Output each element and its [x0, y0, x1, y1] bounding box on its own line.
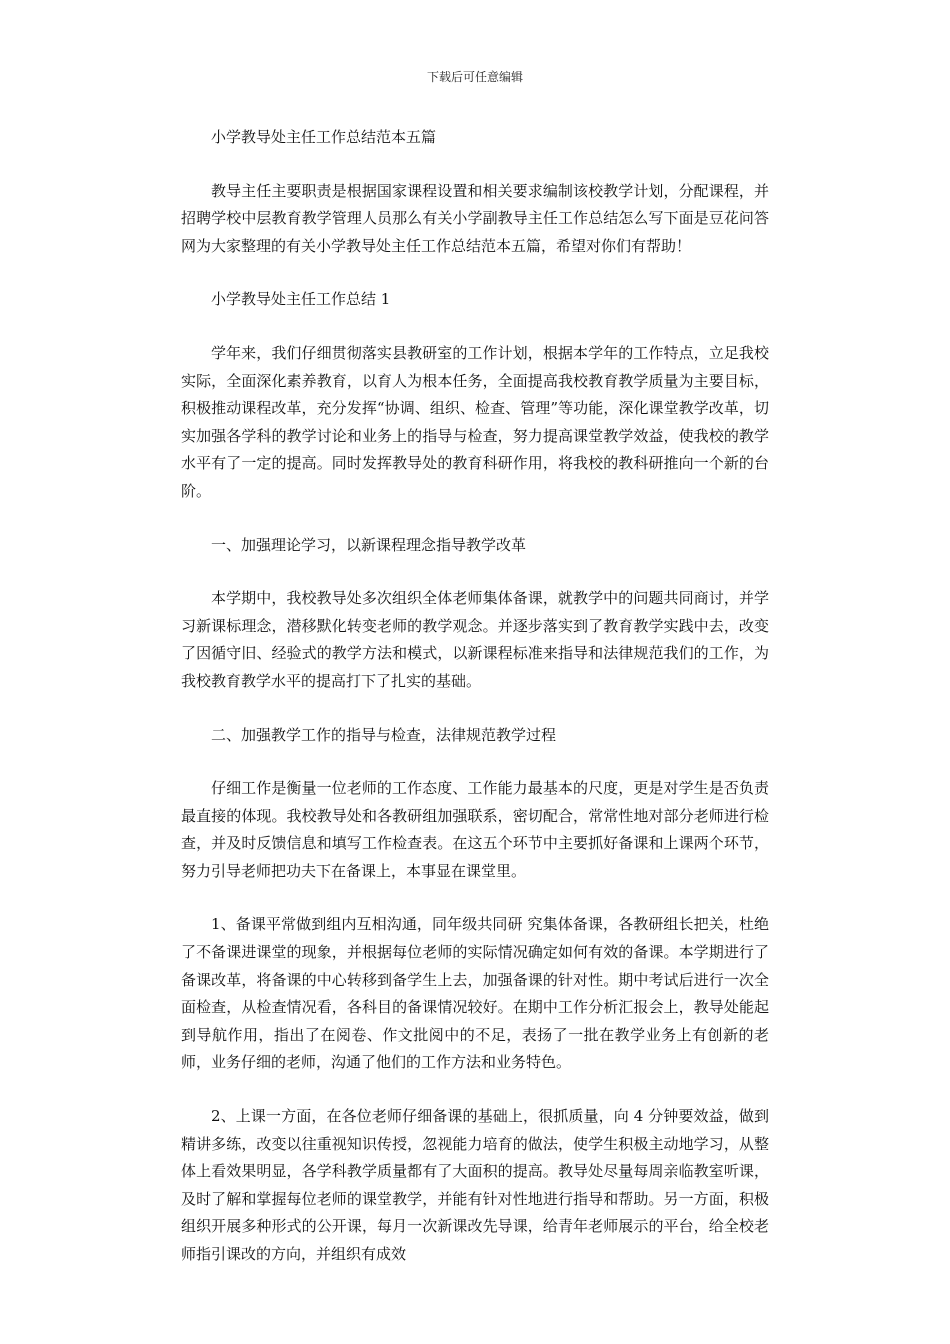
header-note: 下载后可任意编辑: [426, 70, 523, 84]
body-paragraph: 仔细工作是衡量一位老师的工作态度、工作能力最基本的尺度，更是对学生是否负责最直接的体现。我校教导处和各教研组加强联系，密切配合，常常性地对部分老师进行检查，并及时反馈信息和填写工作检查表。在这五个环节中主要抓好备课和上课两个环节，努力引导老师把功夫下在备课上，本事显在课堂里。: [181, 779, 769, 880]
body-paragraph: 2、上课一方面，在各位老师仔细备课的基础上，很抓质量，向 4 分钟要效益，做到精讲多练，改变以往重视知识传授，忽视能力培育的做法，使学生积极主动地学习，从整体上看效果明显，各学科教学质量都有了大面积的提高。教导处尽量每周亲临教室听课，及时了解和掌握每位老师的课堂教学，并能有针对性地进行指导和帮助。另一方面，积极组织开展多种形式的公开课，每月一次新课改先导课，给青年老师展示的平台，给全校老师指引课改的方向，并组织有成效: [181, 1107, 769, 1263]
document-body: [181, 124, 769, 1295]
body-paragraph: 1、备课平常做到组内互相沟通，同年级共同研 究集体备课，各教研组长把关，杜绝了不备课进课堂的现象，并根据每位老师的实际情况确定如何有效的备课。本学期进行了备课改革，将备课的中心转移到备学生上去，加强备课的针对性。期中考试后进行一次全面检查，从检查情况看，各科目的备课情况较好。在期中工作分析汇报会上，教导处能起到导航作用，指出了在阅卷、作文批阅中的不足，表扬了一批在教学业务上有创新的老师，业务仔细的老师，沟通了他们的工作方法和业务特色。: [181, 915, 769, 1072]
section-heading: 二、加强教学工作的指导与检查，法律规范教学过程: [211, 725, 557, 744]
section-heading: 小学教导处主任工作总结 1: [211, 290, 391, 309]
body-paragraph: 学年来，我们仔细贯彻落实县教研室的工作计划，根据本学年的工作特点，立足我校实际，全面深化素养教育，以育人为根本任务，全面提高我校教育教学质量为主要目标，积极推动课程改革，充分发挥“协调、组织、检查、管理”等功能，深化课堂教学改革，切实加强各学科的教学讨论和业务上的指导与检查，努力提高课堂教学效益，使我校的教学水平有了一定的提高。同时发挥教导处的教育科研作用，将我校的教科研推向一个新的台阶。: [181, 343, 769, 500]
body-paragraph: 本学期中，我校教导处多次组织全体老师集体备课，就教学中的问题共同商讨，并学习新课标理念，潜移默化转变老师的教学观念。并逐步落实到了教育教学实践中去，改变了因循守旧、经验式的教学方法和模式，以新课程标准来指导和法律规范我们的工作，为我校教育教学水平的提高打下了扎实的基础。: [181, 589, 769, 690]
intro-paragraph: 教导主任主要职责是根据国家课程设置和相关要求编制该校教学计划，分配课程，并招聘学校中层教育教学管理人员那么有关小学副教导主任工作总结怎么写下面是豆花问答网为大家整理的有关小学教导处主任工作总结范本五篇，希望对你们有帮助！: [181, 181, 769, 255]
section-heading: 一、加强理论学习，以新课程理念指导教学改革: [211, 535, 527, 554]
document-title: 小学教导处主任工作总结范本五篇: [211, 128, 437, 146]
